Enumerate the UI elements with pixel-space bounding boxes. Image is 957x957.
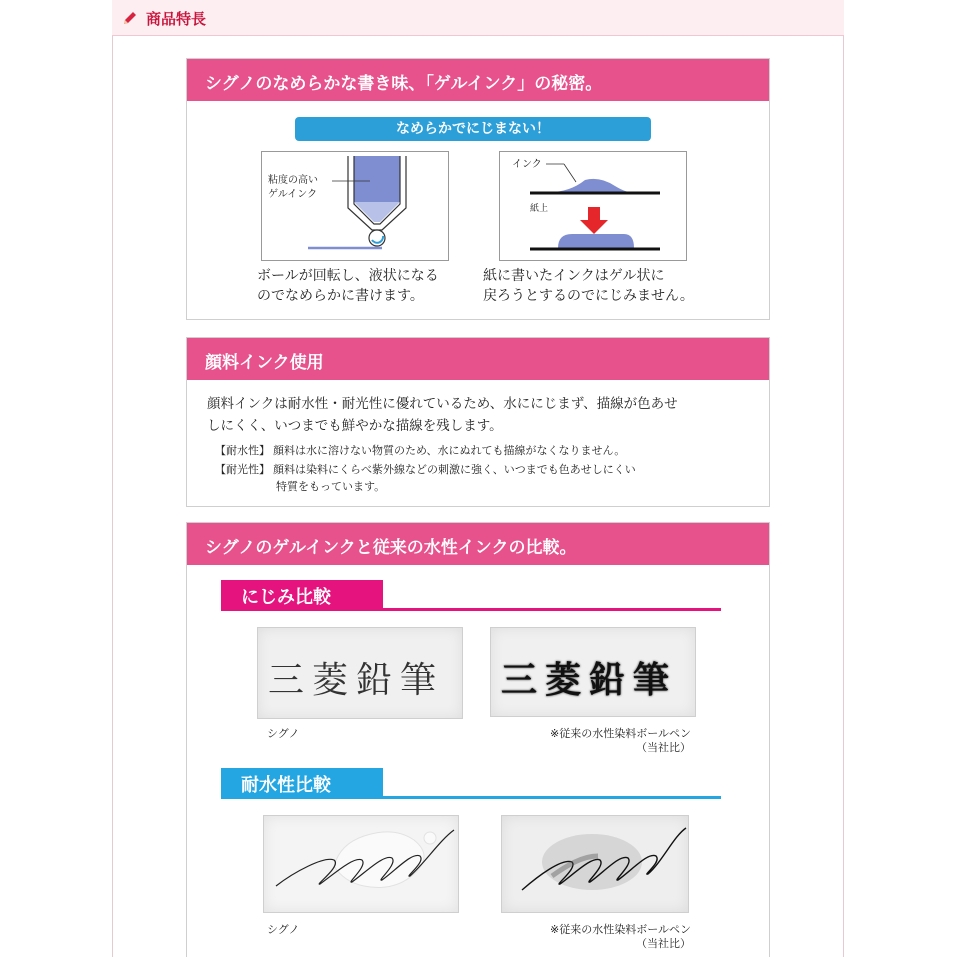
pigment-description-line1: 顔料インクは耐水性・耐光性に優れているため、水ににじまず、描線が色あせ: [207, 396, 678, 412]
ink-on-paper-diagram: [499, 151, 687, 261]
pigment-description: [207, 393, 747, 437]
note-text: 顔料は水に溶けない物質のため、水にぬれても描線がなくなりません。: [273, 444, 626, 457]
pigment-ink-section: [186, 337, 770, 507]
water-resistance-title: 耐水性比較: [221, 768, 383, 796]
ink-comparison-section: [186, 522, 770, 957]
section-heading: シグノのなめらかな書き味、「ゲルインク」の秘密。: [187, 59, 769, 101]
conventional-bleed-sample: [490, 627, 696, 717]
pigment-description-line2: しにくく、いつまでも鮮やかな描線を残します。: [207, 418, 503, 434]
note-text-continued: 特質をもっています。: [276, 480, 386, 493]
high-viscosity-label: 粘度の高い: [268, 175, 318, 186]
gel-ink-secret-section: [186, 58, 770, 320]
conventional-water-label-line1: ※従来の水性染料ボールペン: [550, 923, 691, 936]
heading-underline: [221, 796, 721, 799]
conventional-label-line1: ※従来の水性染料ボールペン: [550, 727, 691, 740]
conventional-label: [487, 727, 691, 755]
section-header-bar: [112, 0, 844, 36]
light-resistance-note: [215, 461, 636, 495]
section-heading: 顔料インク使用: [187, 338, 769, 380]
ball-caption: [257, 266, 439, 306]
signo-sample-writing: 三菱鉛筆: [268, 660, 445, 701]
signo-water-label: シグノ: [267, 923, 300, 936]
paper-caption: [483, 266, 694, 306]
signo-bleed-sample: [257, 627, 463, 719]
smooth-no-bleed-pill: なめらかでにじまない！: [295, 117, 651, 141]
conventional-water-label: [487, 923, 691, 951]
paper-caption-line1: 紙に書いたインクはゲル状に: [483, 268, 665, 284]
note-tag: 【耐水性】: [215, 444, 270, 457]
ball-caption-line2: のでなめらかに書けます。: [257, 288, 424, 304]
bleed-comparison-title: にじみ比較: [221, 580, 383, 608]
conventional-water-label-line2: （当社比）: [636, 937, 691, 950]
conventional-scribble: [502, 816, 690, 914]
bleed-comparison-heading: [221, 580, 721, 612]
pen-tip-illustration: [262, 152, 450, 262]
note-text: 顔料は染料にくらべ紫外線などの刺激に強く、いつまでも色あせしにくい: [273, 463, 636, 476]
gel-ink-label: ゲルインク: [268, 189, 318, 200]
paper-caption-line2: 戻ろうとするのでにじみません。: [483, 288, 694, 304]
signo-label: シグノ: [267, 727, 300, 740]
conventional-water-sample: [501, 815, 689, 913]
section-heading: シグノのゲルインクと従来の水性インクの比較。: [187, 523, 769, 565]
water-resistance-note: [215, 442, 625, 459]
paper-label: 紙上: [530, 204, 549, 214]
ink-label: インク: [512, 159, 542, 170]
pencil-icon: [122, 10, 138, 26]
ball-tip-diagram: [261, 151, 449, 261]
signo-water-sample: [263, 815, 459, 913]
ball-caption-line1: ボールが回転し、液状になる: [257, 268, 439, 284]
signo-scribble: [264, 816, 460, 914]
heading-underline: [221, 608, 721, 611]
note-tag: 【耐光性】: [215, 463, 270, 476]
conventional-label-line2: （当社比）: [636, 741, 691, 754]
water-resistance-heading: [221, 768, 721, 800]
conventional-sample-writing: 三菱鉛筆: [501, 659, 678, 701]
header-title: 商品特長: [146, 10, 207, 28]
